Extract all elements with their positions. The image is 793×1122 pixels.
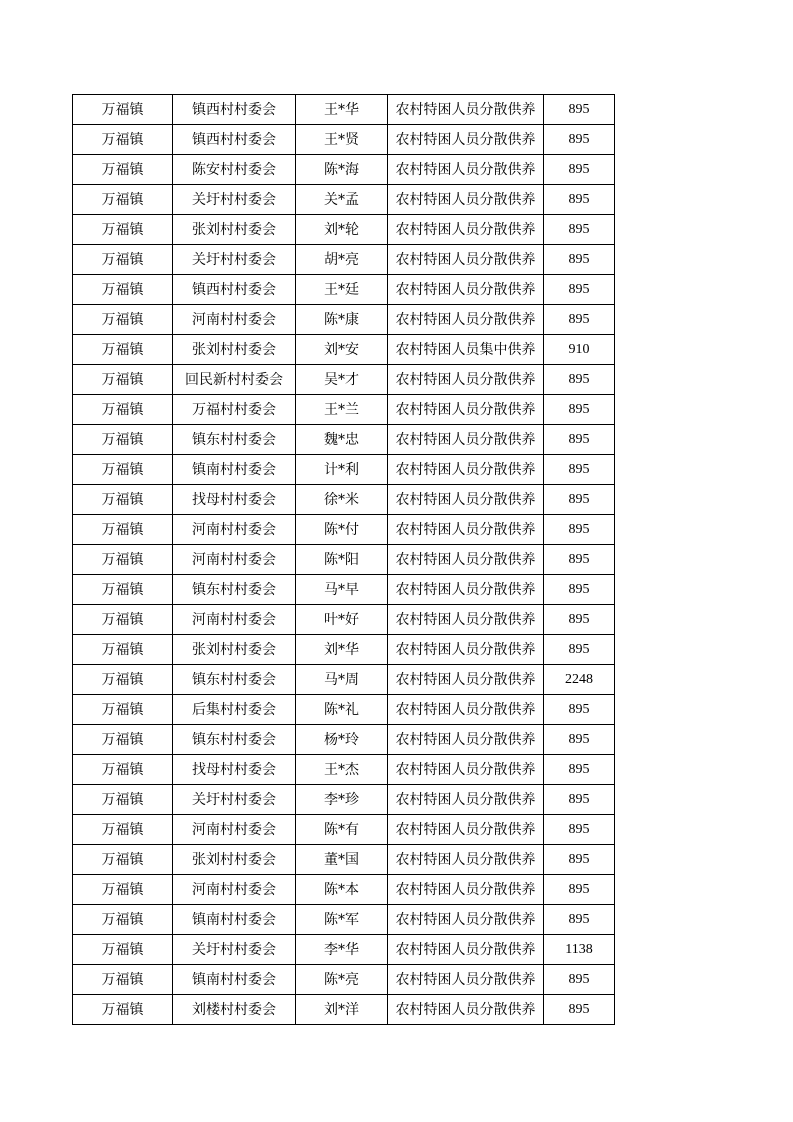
table-row (73, 185, 615, 215)
table-row (73, 725, 615, 755)
person-name-cell: 陈*海 (296, 155, 388, 185)
category-cell: 农村特困人员分散供养 (388, 755, 544, 785)
town-cell: 万福镇 (73, 215, 173, 245)
village-cell: 关圩村村委会 (173, 785, 296, 815)
person-name-cell: 叶*好 (296, 605, 388, 635)
person-name-cell: 徐*米 (296, 485, 388, 515)
table-row (73, 485, 615, 515)
table-row (73, 755, 615, 785)
amount-cell: 895 (544, 245, 615, 275)
amount-cell: 895 (544, 515, 615, 545)
category-cell: 农村特困人员分散供养 (388, 995, 544, 1025)
beneficiary-table (72, 94, 615, 1025)
person-name-cell: 王*廷 (296, 275, 388, 305)
amount-cell: 895 (544, 275, 615, 305)
village-cell: 河南村村委会 (173, 305, 296, 335)
category-cell: 农村特困人员分散供养 (388, 545, 544, 575)
category-cell: 农村特困人员分散供养 (388, 815, 544, 845)
town-cell: 万福镇 (73, 245, 173, 275)
amount-cell: 910 (544, 335, 615, 365)
category-cell: 农村特困人员分散供养 (388, 425, 544, 455)
person-name-cell: 刘*安 (296, 335, 388, 365)
town-cell: 万福镇 (73, 845, 173, 875)
person-name-cell: 陈*有 (296, 815, 388, 845)
village-cell: 张刘村村委会 (173, 845, 296, 875)
amount-cell: 895 (544, 95, 615, 125)
person-name-cell: 计*利 (296, 455, 388, 485)
town-cell: 万福镇 (73, 755, 173, 785)
person-name-cell: 胡*亮 (296, 245, 388, 275)
village-cell: 镇东村村委会 (173, 575, 296, 605)
amount-cell: 895 (544, 155, 615, 185)
category-cell: 农村特困人员分散供养 (388, 725, 544, 755)
person-name-cell: 陈*本 (296, 875, 388, 905)
category-cell: 农村特困人员分散供养 (388, 665, 544, 695)
category-cell: 农村特困人员分散供养 (388, 575, 544, 605)
town-cell: 万福镇 (73, 695, 173, 725)
amount-cell: 895 (544, 455, 615, 485)
person-name-cell: 陈*付 (296, 515, 388, 545)
amount-cell: 895 (544, 125, 615, 155)
village-cell: 找母村村委会 (173, 755, 296, 785)
village-cell: 镇南村村委会 (173, 965, 296, 995)
category-cell: 农村特困人员分散供养 (388, 95, 544, 125)
table-row (73, 635, 615, 665)
amount-cell: 895 (544, 305, 615, 335)
town-cell: 万福镇 (73, 905, 173, 935)
town-cell: 万福镇 (73, 515, 173, 545)
person-name-cell: 李*珍 (296, 785, 388, 815)
town-cell: 万福镇 (73, 125, 173, 155)
village-cell: 河南村村委会 (173, 545, 296, 575)
person-name-cell: 马*周 (296, 665, 388, 695)
table-row (73, 395, 615, 425)
person-name-cell: 马*早 (296, 575, 388, 605)
village-cell: 镇西村村委会 (173, 95, 296, 125)
amount-cell: 1138 (544, 935, 615, 965)
village-cell: 张刘村村委会 (173, 335, 296, 365)
table-row (73, 275, 615, 305)
town-cell: 万福镇 (73, 725, 173, 755)
category-cell: 农村特困人员分散供养 (388, 215, 544, 245)
village-cell: 镇南村村委会 (173, 455, 296, 485)
category-cell: 农村特困人员分散供养 (388, 785, 544, 815)
amount-cell: 895 (544, 575, 615, 605)
town-cell: 万福镇 (73, 335, 173, 365)
category-cell: 农村特困人员分散供养 (388, 485, 544, 515)
amount-cell: 895 (544, 395, 615, 425)
village-cell: 关圩村村委会 (173, 245, 296, 275)
person-name-cell: 杨*玲 (296, 725, 388, 755)
category-cell: 农村特困人员分散供养 (388, 125, 544, 155)
table-row (73, 305, 615, 335)
town-cell: 万福镇 (73, 995, 173, 1025)
village-cell: 回民新村村委会 (173, 365, 296, 395)
table-row (73, 125, 615, 155)
person-name-cell: 魏*忠 (296, 425, 388, 455)
town-cell: 万福镇 (73, 785, 173, 815)
town-cell: 万福镇 (73, 395, 173, 425)
village-cell: 河南村村委会 (173, 875, 296, 905)
category-cell: 农村特困人员分散供养 (388, 185, 544, 215)
village-cell: 找母村村委会 (173, 485, 296, 515)
person-name-cell: 王*杰 (296, 755, 388, 785)
table-row (73, 365, 615, 395)
person-name-cell: 王*兰 (296, 395, 388, 425)
category-cell: 农村特困人员分散供养 (388, 455, 544, 485)
amount-cell: 895 (544, 815, 615, 845)
table-row (73, 995, 615, 1025)
table-row (73, 785, 615, 815)
town-cell: 万福镇 (73, 875, 173, 905)
village-cell: 镇西村村委会 (173, 275, 296, 305)
town-cell: 万福镇 (73, 455, 173, 485)
village-cell: 陈安村村委会 (173, 155, 296, 185)
category-cell: 农村特困人员分散供养 (388, 635, 544, 665)
person-name-cell: 刘*轮 (296, 215, 388, 245)
village-cell: 河南村村委会 (173, 815, 296, 845)
amount-cell: 895 (544, 365, 615, 395)
amount-cell: 2248 (544, 665, 615, 695)
table-row (73, 935, 615, 965)
town-cell: 万福镇 (73, 425, 173, 455)
village-cell: 刘楼村村委会 (173, 995, 296, 1025)
amount-cell: 895 (544, 755, 615, 785)
category-cell: 农村特困人员分散供养 (388, 905, 544, 935)
amount-cell: 895 (544, 695, 615, 725)
town-cell: 万福镇 (73, 965, 173, 995)
village-cell: 镇东村村委会 (173, 725, 296, 755)
category-cell: 农村特困人员分散供养 (388, 845, 544, 875)
table-row (73, 455, 615, 485)
town-cell: 万福镇 (73, 545, 173, 575)
category-cell: 农村特困人员分散供养 (388, 305, 544, 335)
person-name-cell: 陈*阳 (296, 545, 388, 575)
category-cell: 农村特困人员集中供养 (388, 335, 544, 365)
category-cell: 农村特困人员分散供养 (388, 395, 544, 425)
town-cell: 万福镇 (73, 635, 173, 665)
village-cell: 关圩村村委会 (173, 185, 296, 215)
town-cell: 万福镇 (73, 305, 173, 335)
amount-cell: 895 (544, 875, 615, 905)
amount-cell: 895 (544, 485, 615, 515)
category-cell: 农村特困人员分散供养 (388, 935, 544, 965)
amount-cell: 895 (544, 425, 615, 455)
village-cell: 张刘村村委会 (173, 215, 296, 245)
town-cell: 万福镇 (73, 95, 173, 125)
category-cell: 农村特困人员分散供养 (388, 275, 544, 305)
person-name-cell: 刘*洋 (296, 995, 388, 1025)
amount-cell: 895 (544, 185, 615, 215)
village-cell: 镇东村村委会 (173, 665, 296, 695)
town-cell: 万福镇 (73, 155, 173, 185)
village-cell: 镇西村村委会 (173, 125, 296, 155)
category-cell: 农村特困人员分散供养 (388, 605, 544, 635)
table-row (73, 425, 615, 455)
person-name-cell: 陈*军 (296, 905, 388, 935)
amount-cell: 895 (544, 905, 615, 935)
table-row (73, 665, 615, 695)
table-row (73, 245, 615, 275)
category-cell: 农村特困人员分散供养 (388, 965, 544, 995)
village-cell: 后集村村委会 (173, 695, 296, 725)
village-cell: 关圩村村委会 (173, 935, 296, 965)
table-row (73, 335, 615, 365)
table-row (73, 695, 615, 725)
table-row (73, 95, 615, 125)
amount-cell: 895 (544, 845, 615, 875)
person-name-cell: 王*华 (296, 95, 388, 125)
table-row (73, 215, 615, 245)
town-cell: 万福镇 (73, 185, 173, 215)
amount-cell: 895 (544, 545, 615, 575)
town-cell: 万福镇 (73, 815, 173, 845)
person-name-cell: 陈*亮 (296, 965, 388, 995)
town-cell: 万福镇 (73, 605, 173, 635)
village-cell: 河南村村委会 (173, 605, 296, 635)
amount-cell: 895 (544, 965, 615, 995)
category-cell: 农村特困人员分散供养 (388, 365, 544, 395)
amount-cell: 895 (544, 785, 615, 815)
table-row (73, 605, 615, 635)
village-cell: 河南村村委会 (173, 515, 296, 545)
town-cell: 万福镇 (73, 485, 173, 515)
category-cell: 农村特困人员分散供养 (388, 695, 544, 725)
table-row (73, 515, 615, 545)
table-body (73, 95, 615, 1025)
person-name-cell: 董*国 (296, 845, 388, 875)
table-row (73, 815, 615, 845)
town-cell: 万福镇 (73, 365, 173, 395)
person-name-cell: 陈*礼 (296, 695, 388, 725)
table-row (73, 845, 615, 875)
amount-cell: 895 (544, 995, 615, 1025)
town-cell: 万福镇 (73, 275, 173, 305)
village-cell: 镇南村村委会 (173, 905, 296, 935)
amount-cell: 895 (544, 725, 615, 755)
amount-cell: 895 (544, 605, 615, 635)
village-cell: 镇东村村委会 (173, 425, 296, 455)
person-name-cell: 刘*华 (296, 635, 388, 665)
person-name-cell: 李*华 (296, 935, 388, 965)
town-cell: 万福镇 (73, 575, 173, 605)
town-cell: 万福镇 (73, 665, 173, 695)
category-cell: 农村特困人员分散供养 (388, 515, 544, 545)
person-name-cell: 王*贤 (296, 125, 388, 155)
table-row (73, 875, 615, 905)
amount-cell: 895 (544, 215, 615, 245)
table-row (73, 905, 615, 935)
person-name-cell: 吴*才 (296, 365, 388, 395)
category-cell: 农村特困人员分散供养 (388, 155, 544, 185)
table-row (73, 965, 615, 995)
town-cell: 万福镇 (73, 935, 173, 965)
table-row (73, 575, 615, 605)
category-cell: 农村特困人员分散供养 (388, 875, 544, 905)
village-cell: 万福村村委会 (173, 395, 296, 425)
table-row (73, 545, 615, 575)
person-name-cell: 关*孟 (296, 185, 388, 215)
table-row (73, 155, 615, 185)
person-name-cell: 陈*康 (296, 305, 388, 335)
amount-cell: 895 (544, 635, 615, 665)
village-cell: 张刘村村委会 (173, 635, 296, 665)
category-cell: 农村特困人员分散供养 (388, 245, 544, 275)
